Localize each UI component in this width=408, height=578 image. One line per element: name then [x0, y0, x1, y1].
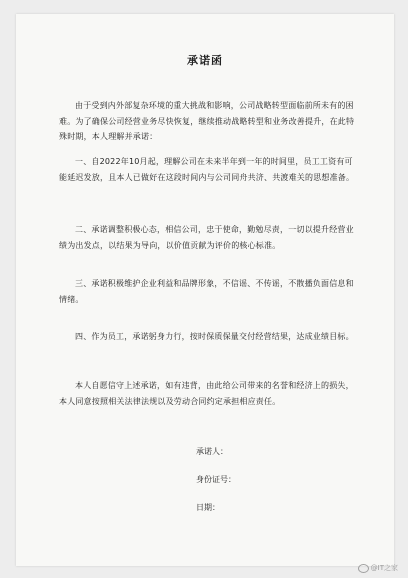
document-title: 承诺函 [187, 54, 223, 67]
watermark [358, 563, 398, 573]
id-number-label: 身份证号： [196, 475, 236, 484]
paragraph-closing: 本人自愿信守上述承诺，如有违背，由此给公司带来的名誉和经济上的损失，本人同意按照相关法律法规以及劳动合同约定承担相应责任。 [59, 381, 354, 406]
document-page [16, 14, 394, 566]
paragraph-item-4: 四、作为员工，承诺躬身力行，按时保质保量交付经营结果，达成业绩目标。 [75, 332, 354, 341]
paragraph-item-1: 一、自2022年10月起，理解公司在未来半年到一年的时间里，员工工资有可能延迟发放，且本人已做好在这段时间内与公司同舟共济、共渡难关的思想准备。 [59, 157, 355, 182]
date-label: 日期： [196, 503, 220, 512]
watermark-text: @IT之家 [370, 564, 398, 572]
weibo-icon [358, 564, 369, 573]
promisor-label: 承诺人： [196, 447, 228, 456]
paragraph-item-2: 二、承诺调整积极心态，相信公司，忠于使命，勤勉尽责，一切以提升经营业绩为出发点，以结果为导向，以价值贡献为评价的核心标准。 [59, 225, 354, 250]
paragraph-intro: 由于受到内外部复杂环境的重大挑战和影响，公司战略转型面临前所未有的困难。为了确保公司经营业务尽快恢复，继续推动战略转型和业务改善提升，在此特殊时期，本人理解并承诺： [59, 101, 355, 141]
paragraph-item-3: 三、承诺积极维护企业利益和品牌形象，不信谣、不传谣，不散播负面信息和情绪。 [59, 279, 354, 304]
